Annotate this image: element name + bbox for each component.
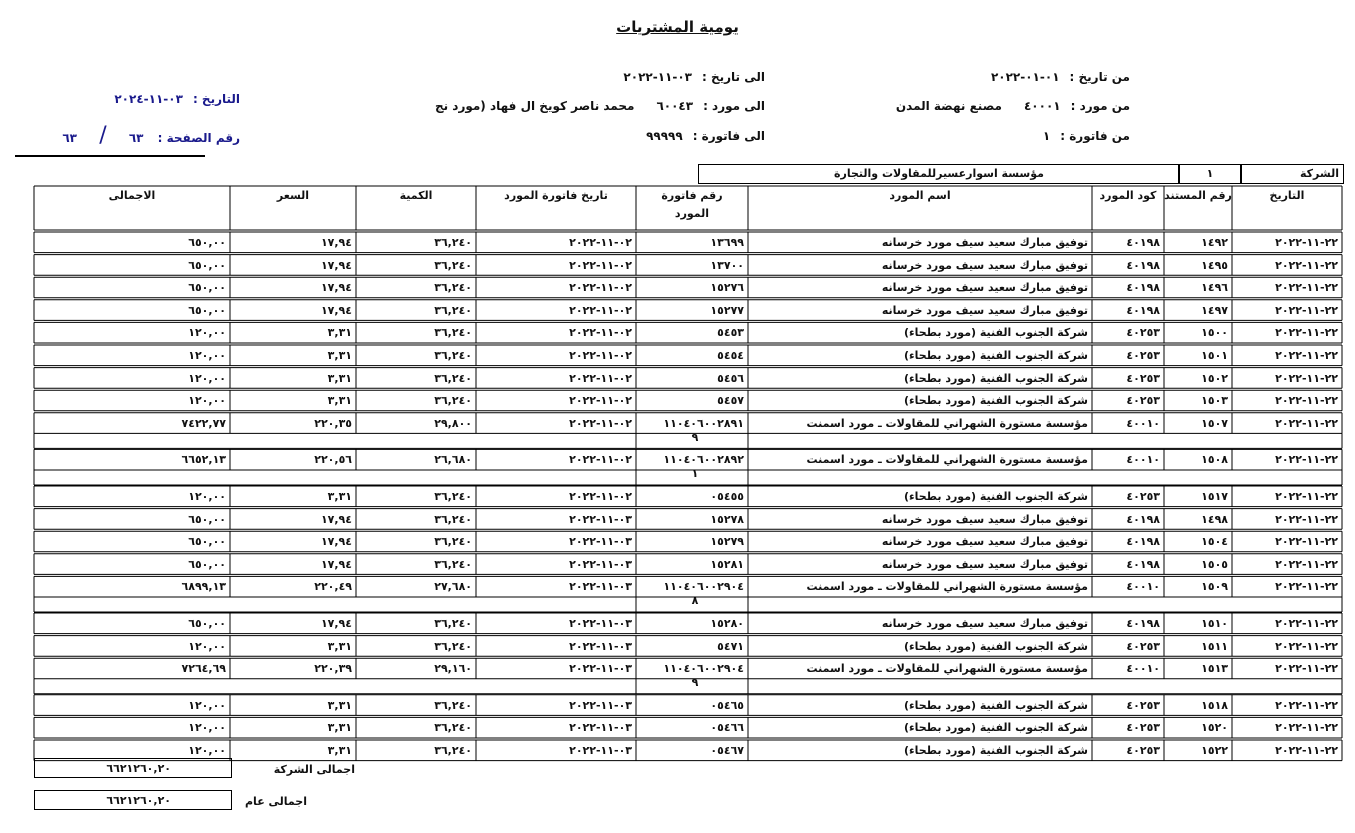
cell-date: ٢٢-١١-٢٠٢٢ — [1275, 258, 1338, 272]
cell-doc: ١٤٩٢ — [1201, 236, 1228, 249]
cell-date: ٢٢-١١-٢٠٢٢ — [1275, 303, 1338, 317]
cell-doc: ١٥٠٢ — [1201, 371, 1228, 385]
cell-qty: ٣٦,٢٤٠ — [434, 349, 472, 362]
cell-inv: ٥٤٥٣ — [717, 326, 744, 340]
cell-doc: ١٤٩٧ — [1201, 303, 1228, 317]
cell-qty: ٢٩,١٦٠ — [434, 662, 472, 676]
cell-doc: ١٥١٧ — [1201, 490, 1228, 503]
company-label-cell: الشركة — [1240, 164, 1344, 184]
cell-invdate: ٠٢-١١-٢٠٢٢ — [569, 453, 632, 467]
cell-name: مؤسسة مستورة الشهراني للمقاولات ـ مورد اسمنت — [806, 580, 1088, 594]
cell-code: ٤٠٢٥٣ — [1126, 349, 1160, 362]
cell-total: ٦٥٠,٠٠ — [188, 303, 226, 317]
cell-name: توفيق مبارك سعيد سيف مورد خرسانه — [881, 236, 1088, 249]
cell-date: ٢٢-١١-٢٠٢٢ — [1275, 490, 1338, 503]
cell-invdate: ٠٣-١١-٢٠٢٢ — [569, 698, 632, 712]
cell-total: ٦٦٥٢,١٣ — [181, 453, 226, 467]
cell-invdate: ٠٣-١١-٢٠٢٢ — [569, 535, 632, 549]
cell-code: ٤٠١٩٨ — [1126, 512, 1160, 526]
page-separator: / — [99, 123, 107, 148]
cell-qty: ٣٦,٢٤٠ — [434, 258, 472, 272]
cell-invdate: ٠٢-١١-٢٠٢٢ — [569, 258, 632, 272]
cell-name: توفيق مبارك سعيد سيف مورد خرسانه — [881, 258, 1088, 272]
cell-code: ٤٠٢٥٣ — [1126, 394, 1160, 408]
cell-doc: ١٥١١ — [1201, 639, 1228, 653]
cell-price: ٣,٣١ — [327, 721, 352, 735]
cell-price: ٢٢٠,٤٩ — [314, 580, 352, 594]
cell-invdate: ٠٣-١١-٢٠٢٢ — [569, 617, 632, 630]
cell-total: ٦٥٠,٠٠ — [188, 557, 226, 571]
cell-doc: ١٥٢٢ — [1201, 744, 1228, 757]
cell-name: شركة الجنوب الفنية (مورد بطحاء) — [903, 349, 1088, 362]
cell-name: توفيق مبارك سعيد سيف مورد خرسانه — [881, 557, 1088, 571]
to-supplier-filter: الى مورد :٦٠٠٤٣محمد ناصر كويخ ال فهاد (مورد نج — [434, 99, 765, 113]
cell-qty: ٣٦,٢٤٠ — [434, 371, 472, 385]
report-title: يومية المشتريات — [616, 18, 739, 36]
cell-price: ٢٢٠,٣٥ — [314, 416, 352, 430]
cell-inv: ١٥٢٧٦ — [710, 281, 744, 295]
cell-total: ١٢٠,٠٠ — [188, 721, 226, 735]
col-doc-header: رقم المستند — [1164, 189, 1232, 202]
cell-date: ٢٢-١١-٢٠٢٢ — [1275, 662, 1338, 676]
cell-name: توفيق مبارك سعيد سيف مورد خرسانه — [881, 535, 1088, 549]
cell-doc: ١٥٠٧ — [1201, 416, 1228, 430]
cell-date: ٢٢-١١-٢٠٢٢ — [1275, 512, 1338, 526]
cell-date: ٢٢-١١-٢٠٢٢ — [1275, 281, 1338, 295]
cell-inv: ١٣٦٩٩ — [710, 236, 744, 249]
cell-name: مؤسسة مستورة الشهراني للمقاولات ـ مورد اسمنت — [806, 453, 1088, 467]
col-invoice-date-header: تاريخ فاتورة المورد — [504, 189, 608, 202]
cell-inv: ١٥٢٧٧ — [710, 303, 744, 317]
cell-invdate: ٠٢-١١-٢٠٢٢ — [569, 394, 632, 408]
cell-invdate: ٠٢-١١-٢٠٢٢ — [569, 416, 632, 430]
cell-date: ٢٢-١١-٢٠٢٢ — [1275, 580, 1338, 594]
cell-code: ٤٠٠١٠ — [1126, 580, 1160, 594]
cell-total: ٦٥٠,٠٠ — [188, 535, 226, 549]
cell-total: ١٢٠,٠٠ — [188, 744, 226, 757]
cell-total: ٧٢٦٤,٦٩ — [181, 662, 226, 676]
cell-date: ٢٢-١١-٢٠٢٢ — [1275, 349, 1338, 362]
cell-inv: ١١٠٤٠٦٠٠٢٨٩١ — [663, 416, 744, 430]
header-underline — [15, 155, 205, 157]
cell-inv: ١٣٧٠٠ — [710, 258, 744, 272]
cell-qty: ٣٦,٢٤٠ — [434, 326, 472, 340]
cell-price: ٣,٣١ — [327, 639, 352, 653]
cell-inv: ٥٤٥٦ — [717, 371, 744, 385]
cell-qty: ٣٦,٢٤٠ — [434, 394, 472, 408]
cell-total: ١٢٠,٠٠ — [188, 349, 226, 362]
cell-price: ٢٢٠,٥٦ — [314, 453, 352, 467]
company-total-box: ٦٦٢١٢٦٠,٢٠ — [34, 758, 232, 778]
cell-date: ٢٢-١١-٢٠٢٢ — [1275, 639, 1338, 653]
cell-doc: ١٥٠٩ — [1201, 580, 1228, 594]
print-date: التاريخ :٠٣-١١-٢٠٢٤ — [114, 92, 240, 106]
cell-total: ٦٥٠,٠٠ — [188, 236, 226, 249]
cell-invdate: ٠٢-١١-٢٠٢٢ — [569, 349, 632, 362]
grand-total-box: ٦٦٢١٢٦٠,٢٠ — [34, 790, 232, 810]
cell-total: ١٢٠,٠٠ — [188, 394, 226, 408]
cell-price: ٣,٣١ — [327, 490, 352, 503]
cell-qty: ٣٦,٢٤٠ — [434, 744, 472, 757]
cell-doc: ١٥٠٥ — [1201, 557, 1228, 571]
cell-qty: ٢٩,٨٠٠ — [434, 416, 472, 430]
cell-invdate: ٠٢-١١-٢٠٢٢ — [569, 371, 632, 385]
cell-total: ٦٥٠,٠٠ — [188, 512, 226, 526]
cell-price: ١٧,٩٤ — [320, 281, 352, 295]
to-date-filter: الى تاريخ :٠٣-١١-٢٠٢٢ — [623, 70, 765, 84]
cell-invdate: ٠٣-١١-٢٠٢٢ — [569, 744, 632, 757]
cell-date: ٢٢-١١-٢٠٢٢ — [1275, 617, 1338, 630]
cell-code: ٤٠٢٥٣ — [1126, 326, 1160, 340]
cell-code: ٤٠٢٥٣ — [1126, 698, 1160, 712]
cell-doc: ١٤٩٥ — [1201, 258, 1228, 272]
cell-inv: ٠٥٤٦٦ — [710, 721, 744, 735]
cell-doc: ١٥١٣ — [1201, 662, 1228, 676]
cell-code: ٤٠١٩٨ — [1126, 281, 1160, 295]
cell-code: ٤٠٢٥٣ — [1126, 721, 1160, 735]
cell-price: ١٧,٩٤ — [320, 535, 352, 549]
company-total-label: اجمالى الشركة — [273, 763, 355, 776]
cell-invdate: ٠٢-١١-٢٠٢٢ — [569, 281, 632, 295]
company-name-cell: مؤسسة اسوارعسيرللمقاولات والتجارة — [698, 164, 1180, 184]
cell-qty: ٣٦,٢٤٠ — [434, 639, 472, 653]
cell-qty: ٣٦,٢٤٠ — [434, 698, 472, 712]
cell-code: ٤٠٢٥٣ — [1126, 371, 1160, 385]
cell-price: ٣,٣١ — [327, 326, 352, 340]
col-quantity-header: الكمية — [399, 189, 433, 202]
cell-price: ٣,٣١ — [327, 394, 352, 408]
cell-total: ١٢٠,٠٠ — [188, 326, 226, 340]
cell-name: توفيق مبارك سعيد سيف مورد خرسانه — [881, 303, 1088, 317]
cell-qty: ٣٦,٢٤٠ — [434, 490, 472, 503]
cell-inv-continuation: ٩ — [691, 430, 699, 444]
cell-doc: ١٥٢٠ — [1201, 721, 1228, 735]
to-invoice-filter: الى فاتورة :٩٩٩٩٩ — [646, 129, 765, 143]
cell-name: شركة الجنوب الفنية (مورد بطحاء) — [903, 394, 1088, 408]
col-invoice-no-header-2: المورد — [674, 207, 710, 220]
cell-name: توفيق مبارك سعيد سيف مورد خرسانه — [881, 281, 1088, 295]
cell-inv: ٥٤٧١ — [717, 639, 744, 653]
cell-total: ٦٨٩٩,١٣ — [181, 580, 226, 594]
cell-inv: ٠٥٤٥٥ — [710, 490, 744, 503]
cell-qty: ٣٦,٢٤٠ — [434, 557, 472, 571]
cell-code: ٤٠٠١٠ — [1126, 416, 1160, 430]
col-total-header: الاجمالى — [108, 189, 156, 202]
cell-total: ١٢٠,٠٠ — [188, 490, 226, 503]
cell-invdate: ٠٢-١١-٢٠٢٢ — [569, 236, 632, 249]
from-date-filter: من تاريخ :٠١-٠١-٢٠٢٢ — [990, 70, 1130, 84]
cell-qty: ٣٦,٢٤٠ — [434, 236, 472, 249]
company-code-cell: ١ — [1178, 164, 1242, 184]
col-supplier-code-header: كود المورد — [1099, 189, 1157, 202]
page-number: رقم الصفحة : ٦٣ / ٦٣ — [62, 123, 240, 148]
cell-total: ١٢٠,٠٠ — [188, 639, 226, 653]
cell-doc: ١٥١٠ — [1201, 617, 1228, 630]
cell-date: ٢٢-١١-٢٠٢٢ — [1275, 557, 1338, 571]
cell-total: ٧٤٢٢,٧٧ — [181, 416, 226, 430]
cell-doc: ١٥٠٤ — [1201, 535, 1228, 549]
cell-price: ٣,٣١ — [327, 349, 352, 362]
cell-invdate: ٠٣-١١-٢٠٢٢ — [569, 721, 632, 735]
cell-inv: ١٥٢٨٠ — [710, 617, 744, 630]
cell-name: مؤسسة مستورة الشهراني للمقاولات ـ مورد اسمنت — [806, 416, 1088, 430]
cell-inv: ١١٠٤٠٦٠٠٢٨٩٢ — [663, 453, 744, 467]
cell-date: ٢٢-١١-٢٠٢٢ — [1275, 698, 1338, 712]
cell-inv-continuation: ١ — [691, 467, 699, 481]
from-invoice-filter: من فاتورة :١ — [1042, 129, 1130, 143]
cell-date: ٢٢-١١-٢٠٢٢ — [1275, 453, 1338, 467]
cell-invdate: ٠٣-١١-٢٠٢٢ — [569, 639, 632, 653]
col-supplier-name-header: اسم المورد — [889, 189, 951, 202]
page-total: ٦٣ — [62, 131, 78, 145]
grand-total-label: اجمالى عام — [245, 795, 307, 808]
cell-price: ١٧,٩٤ — [320, 303, 352, 317]
col-date-header: التاريخ — [1269, 189, 1305, 202]
cell-inv: ١٥٢٧٨ — [710, 512, 744, 526]
cell-qty: ٢٧,٦٨٠ — [434, 580, 472, 594]
cell-price: ٣,٣١ — [327, 698, 352, 712]
cell-name: شركة الجنوب الفنية (مورد بطحاء) — [903, 744, 1088, 757]
cell-qty: ٣٦,٢٤٠ — [434, 617, 472, 630]
cell-code: ٤٠١٩٨ — [1126, 258, 1160, 272]
cell-inv: ١٥٢٨١ — [710, 557, 744, 571]
cell-qty: ٣٦,٢٤٠ — [434, 512, 472, 526]
col-invoice-no-header: رقم فاتورة — [661, 189, 723, 202]
cell-qty: ٣٦,٢٤٠ — [434, 281, 472, 295]
cell-total: ٦٥٠,٠٠ — [188, 258, 226, 272]
cell-qty: ٣٦,٢٤٠ — [434, 721, 472, 735]
cell-invdate: ٠٣-١١-٢٠٢٢ — [569, 557, 632, 571]
cell-invdate: ٠٢-١١-٢٠٢٢ — [569, 326, 632, 340]
cell-date: ٢٢-١١-٢٠٢٢ — [1275, 535, 1338, 549]
cell-inv-continuation: ٩ — [691, 676, 699, 690]
cell-total: ١٢٠,٠٠ — [188, 698, 226, 712]
cell-doc: ١٥٠٣ — [1201, 394, 1228, 408]
cell-price: ١٧,٩٤ — [320, 258, 352, 272]
cell-doc: ١٥٠٨ — [1201, 453, 1228, 467]
cell-doc: ١٤٩٨ — [1201, 512, 1228, 526]
cell-price: ٣,٣١ — [327, 744, 352, 757]
cell-qty: ٣٦,٢٤٠ — [434, 303, 472, 317]
cell-doc: ١٥١٨ — [1201, 698, 1228, 712]
cell-code: ٤٠١٩٨ — [1126, 236, 1160, 249]
cell-date: ٢٢-١١-٢٠٢٢ — [1275, 744, 1338, 757]
cell-code: ٤٠١٩٨ — [1126, 557, 1160, 571]
cell-price: ١٧,٩٤ — [320, 557, 352, 571]
cell-price: ٢٢٠,٣٩ — [314, 662, 352, 676]
cell-code: ٤٠٢٥٣ — [1126, 490, 1160, 503]
cell-date: ٢٢-١١-٢٠٢٢ — [1275, 394, 1338, 408]
cell-name: توفيق مبارك سعيد سيف مورد خرسانه — [881, 512, 1088, 526]
cell-date: ٢٢-١١-٢٠٢٢ — [1275, 721, 1338, 735]
cell-code: ٤٠٠١٠ — [1126, 453, 1160, 467]
cell-name: شركة الجنوب الفنية (مورد بطحاء) — [903, 490, 1088, 503]
cell-date: ٢٢-١١-٢٠٢٢ — [1275, 326, 1338, 340]
cell-inv-continuation: ٨ — [691, 594, 699, 608]
cell-date: ٢٢-١١-٢٠٢٢ — [1275, 371, 1338, 385]
cell-doc: ١٥٠٠ — [1201, 326, 1228, 340]
cell-invdate: ٠٢-١١-٢٠٢٢ — [569, 303, 632, 317]
cell-code: ٤٠٠١٠ — [1126, 662, 1160, 676]
cell-price: ١٧,٩٤ — [320, 236, 352, 249]
page-current: ٦٣ — [128, 131, 144, 145]
cell-inv: ١١٠٤٠٦٠٠٢٩٠٤ — [663, 662, 744, 676]
from-supplier-filter: من مورد :٤٠٠٠١مصنع نهضة المدن — [895, 99, 1130, 113]
cell-name: مؤسسة مستورة الشهراني للمقاولات ـ مورد اسمنت — [806, 662, 1088, 676]
cell-invdate: ٠٣-١١-٢٠٢٢ — [569, 662, 632, 676]
cell-invdate: ٠٣-١١-٢٠٢٢ — [569, 580, 632, 594]
cell-code: ٤٠١٩٨ — [1126, 303, 1160, 317]
cell-total: ١٢٠,٠٠ — [188, 371, 226, 385]
cell-date: ٢٢-١١-٢٠٢٢ — [1275, 236, 1338, 249]
cell-name: شركة الجنوب الفنية (مورد بطحاء) — [903, 639, 1088, 653]
cell-qty: ٣٦,٢٤٠ — [434, 535, 472, 549]
cell-name: شركة الجنوب الفنية (مورد بطحاء) — [903, 721, 1088, 735]
cell-name: شركة الجنوب الفنية (مورد بطحاء) — [903, 371, 1088, 385]
cell-inv: ٥٤٥٤ — [717, 349, 744, 362]
cell-total: ٦٥٠,٠٠ — [188, 281, 226, 295]
cell-total: ٦٥٠,٠٠ — [188, 617, 226, 630]
cell-name: شركة الجنوب الفنية (مورد بطحاء) — [903, 698, 1088, 712]
cell-doc: ١٥٠١ — [1201, 349, 1228, 362]
cell-date: ٢٢-١١-٢٠٢٢ — [1275, 416, 1338, 430]
cell-price: ١٧,٩٤ — [320, 512, 352, 526]
col-price-header: السعر — [276, 189, 310, 202]
cell-code: ٤٠١٩٨ — [1126, 617, 1160, 630]
cell-qty: ٢٦,٦٨٠ — [434, 453, 472, 467]
cell-inv: ٥٤٥٧ — [717, 394, 744, 408]
cell-inv: ٠٥٤٦٧ — [710, 744, 744, 757]
cell-invdate: ٠٢-١١-٢٠٢٢ — [569, 490, 632, 503]
cell-price: ١٧,٩٤ — [320, 617, 352, 630]
cell-price: ٣,٣١ — [327, 371, 352, 385]
cell-doc: ١٤٩٦ — [1201, 281, 1228, 295]
cell-inv: ١٥٢٧٩ — [710, 535, 744, 549]
cell-inv: ١١٠٤٠٦٠٠٢٩٠٤ — [663, 580, 744, 594]
cell-code: ٤٠١٩٨ — [1126, 535, 1160, 549]
cell-inv: ٠٥٤٦٥ — [710, 698, 744, 712]
cell-name: شركة الجنوب الفنية (مورد بطحاء) — [903, 326, 1088, 340]
cell-code: ٤٠٢٥٣ — [1126, 744, 1160, 757]
cell-invdate: ٠٣-١١-٢٠٢٢ — [569, 512, 632, 526]
cell-name: توفيق مبارك سعيد سيف مورد خرسانه — [881, 617, 1088, 630]
cell-code: ٤٠٢٥٣ — [1126, 639, 1160, 653]
